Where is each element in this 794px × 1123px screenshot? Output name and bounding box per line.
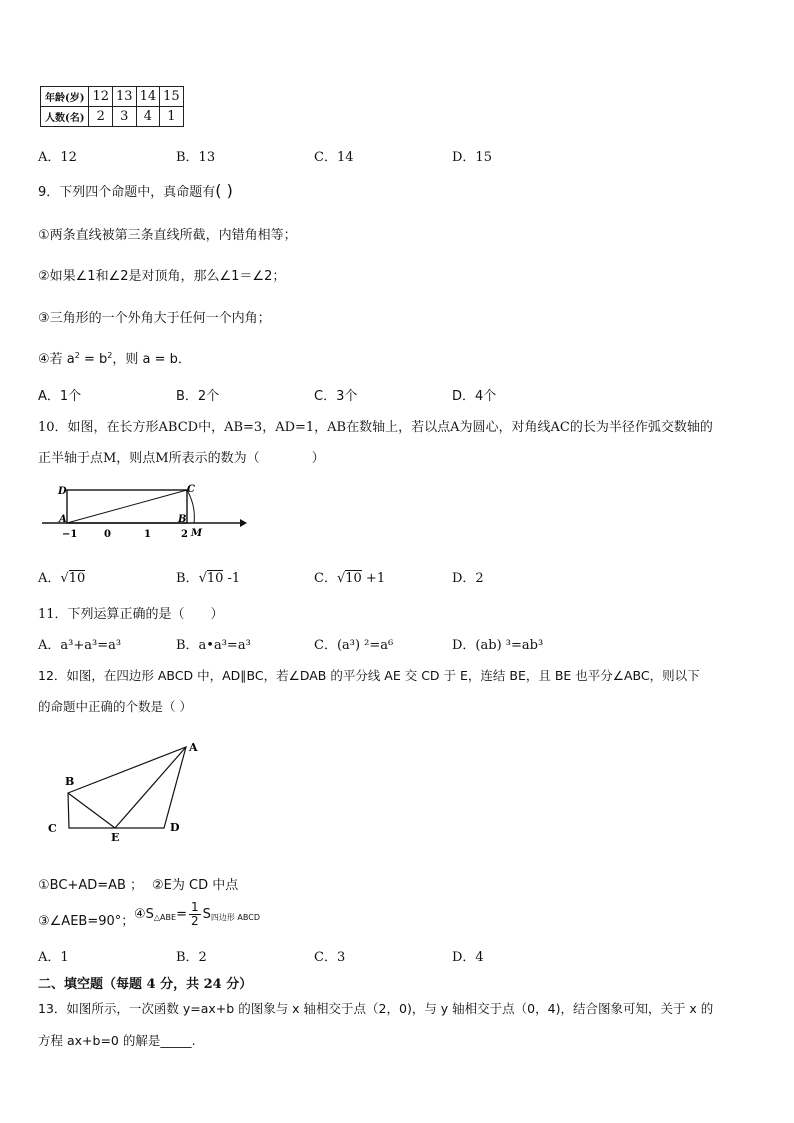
q12-line-2: 的命题中正确的个数是（ ） bbox=[38, 699, 192, 714]
q12-s4-den: 2 bbox=[190, 914, 199, 928]
q9-statement-4: ④若 $a^2 = b^2$，则 a = b． bbox=[38, 351, 191, 367]
table-cell: 3 bbox=[113, 107, 137, 127]
q11-option-a: A．a³+a³=a³ bbox=[38, 638, 122, 653]
table-cell: 1 bbox=[160, 107, 184, 127]
q12-option-b: B．2 bbox=[176, 950, 207, 965]
q9-stem bbox=[38, 181, 233, 200]
q9-s4-part1: ④若 a bbox=[38, 352, 75, 367]
table-cell: 15 bbox=[160, 87, 184, 107]
q9-option-b: B．2个 bbox=[176, 389, 220, 404]
q9-statement-3: ③三角形的一个外角大于任何一个内角； bbox=[38, 311, 271, 326]
q12-s4-fraction bbox=[189, 901, 201, 928]
q12-line-1: 12．如图，在四边形 ABCD 中，AD∥BC，若∠DAB 的平分线 AE 交 CD 于 E，连结 BE，且 BE 也平分∠ABC，则以下 bbox=[38, 668, 700, 683]
table-cell: 2 bbox=[89, 107, 113, 127]
q12-s4-eq: = bbox=[176, 907, 187, 922]
q9-statement-2: ②如果∠1和∠2是对顶角，那么∠1＝∠2； bbox=[38, 269, 286, 284]
q12-option-d: D．4 bbox=[452, 950, 484, 965]
q10-option-b-tail: -1 bbox=[223, 571, 241, 586]
q10-label-m: M bbox=[191, 528, 203, 539]
q9-option-d: D．4个 bbox=[452, 389, 497, 404]
table-row bbox=[41, 107, 184, 127]
q12-label-a: A bbox=[189, 741, 198, 754]
table-cell: 14 bbox=[136, 87, 160, 107]
q9-statement-1: ①两条直线被第三条直线所截，内错角相等； bbox=[38, 228, 297, 243]
q10-tick-label: 2 bbox=[181, 529, 188, 540]
table-cell: 年龄(岁) bbox=[41, 87, 89, 107]
q10-option-b-label: B． bbox=[176, 571, 199, 586]
q8-option-d: D．15 bbox=[452, 150, 492, 165]
q8-option-b: B．13 bbox=[176, 150, 216, 165]
age-table bbox=[40, 86, 184, 127]
q12-statement-2: ②E为 CD 中点 bbox=[152, 878, 239, 893]
q9-option-c: C．3个 bbox=[314, 389, 358, 404]
q12-option-a: A．1 bbox=[38, 950, 69, 965]
q10-tick-label: 1 bbox=[144, 529, 151, 540]
q10-option-c-label: C． bbox=[314, 571, 337, 586]
table-cell: 12 bbox=[89, 87, 113, 107]
q12-label-d: D bbox=[170, 821, 180, 834]
q12-figure bbox=[40, 735, 210, 845]
q12-s4-sub1: △ABE bbox=[153, 913, 177, 922]
q11-option-d: D．(ab) ³=ab³ bbox=[452, 638, 544, 653]
q10-line-1: 10．如图，在长方形ABCD中，AB=3，AD=1，AB在数轴上，若以点A为圆心，对角线AC的长为半径作弧交数轴的 bbox=[38, 420, 713, 435]
q10-line-2: 正半轴于点M，则点M所表示的数为（ ） bbox=[38, 451, 325, 466]
q12-label-e: E bbox=[111, 831, 120, 844]
q10-figure bbox=[36, 478, 250, 542]
q10-label-a: A bbox=[59, 514, 67, 525]
q10-option-a: A．√10 bbox=[38, 571, 86, 586]
q9-stem-text: 9．下列四个命题中，真命题有 bbox=[38, 185, 216, 200]
q12-s4-s: ④S bbox=[134, 907, 154, 922]
q12-s4-num: 1 bbox=[190, 900, 199, 914]
q10-label-c: C bbox=[187, 484, 195, 495]
q9-answer-blank: ( ) bbox=[215, 181, 233, 200]
q10-option-c-radicand: 10 bbox=[345, 571, 362, 586]
q9-s4-part3: ，则 a = b． bbox=[112, 352, 191, 367]
q9-option-a: A．1个 bbox=[38, 389, 82, 404]
section-heading: 二、填空题（每题 4 分，共 24 分） bbox=[38, 977, 253, 992]
q10-tick-label: 0 bbox=[104, 529, 111, 540]
q10-option-b-radicand: 10 bbox=[206, 571, 224, 586]
q8-option-a: A．12 bbox=[38, 150, 77, 165]
q12-option-c: C．3 bbox=[314, 950, 346, 965]
q12-label-c: C bbox=[48, 822, 57, 835]
q10-option-a-label: A． bbox=[38, 571, 61, 586]
q11-stem: 11．下列运算正确的是（ ） bbox=[38, 607, 224, 622]
table-cell: 4 bbox=[136, 107, 160, 127]
q10-option-a-radicand: 10 bbox=[68, 571, 86, 586]
q10-option-d: D．2 bbox=[452, 571, 484, 586]
q12-statement-3: ③∠AEB=90°； bbox=[38, 914, 135, 929]
q10-tick-label: −1 bbox=[62, 529, 78, 540]
q8-option-c: C．14 bbox=[314, 150, 354, 165]
q9-s4-part2: = b bbox=[79, 352, 108, 367]
q10-label-b: B bbox=[178, 514, 187, 525]
q10-option-c: C．√10 +1 bbox=[314, 571, 386, 586]
q12-statement-4 bbox=[134, 901, 260, 931]
q13-line-2: 方程 ax+b=0 的解是_____. bbox=[38, 1033, 196, 1048]
q10-option-b: B．√10 -1 bbox=[176, 571, 241, 586]
q10-option-c-tail: +1 bbox=[361, 571, 386, 586]
q10-label-d: D bbox=[58, 486, 67, 497]
q12-label-b: B bbox=[65, 775, 75, 788]
q13-line-1: 13．如图所示，一次函数 y=ax+b 的图象与 x 轴相交于点（2，0)，与 y 轴相交于点（0，4)，结合图象可知，关于 x 的 bbox=[38, 1001, 714, 1016]
q12-statement-1: ①BC+AD=AB ； bbox=[38, 878, 144, 893]
q11-option-b: B．a•a³=a³ bbox=[176, 638, 251, 653]
table-row bbox=[41, 87, 184, 107]
q12-s4-sub2: 四边形 ABCD bbox=[210, 913, 260, 922]
q12-s4-s2: S bbox=[202, 907, 211, 922]
table-cell: 13 bbox=[113, 87, 137, 107]
table-cell: 人数(名) bbox=[41, 107, 89, 127]
q11-option-c: C．(a³) ²=a⁶ bbox=[314, 638, 394, 653]
